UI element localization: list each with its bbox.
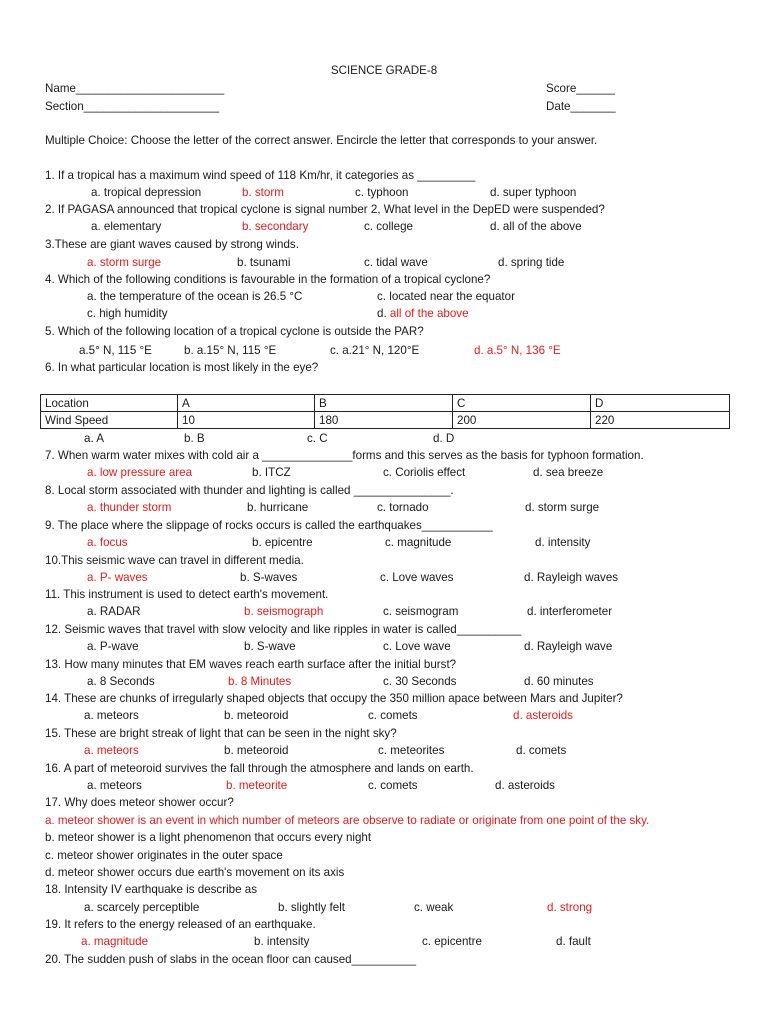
q6-option-c[interactable]: c. C bbox=[307, 432, 328, 445]
q19-option-c[interactable]: c. epicentre bbox=[422, 935, 482, 948]
instructions: Multiple Choice: Choose the letter of the correct answer. Encircle the letter that corresponds to your answer. bbox=[45, 134, 598, 147]
question-11: 11. This instrument is used to detect earth's movement. bbox=[45, 588, 329, 601]
q4-option-d-prefix: d. bbox=[377, 307, 390, 320]
q3-option-a[interactable]: a. storm surge bbox=[87, 256, 162, 269]
q5-option-b[interactable]: b. a.15° N, 115 °E bbox=[184, 344, 277, 357]
q12-option-c[interactable]: c. Love wave bbox=[383, 640, 451, 653]
score-field[interactable]: Score______ bbox=[546, 82, 615, 95]
q3-option-c[interactable]: c. tidal wave bbox=[364, 256, 428, 269]
table-cell: 10 bbox=[178, 412, 315, 429]
q2-option-d[interactable]: d. all of the above bbox=[490, 220, 582, 233]
question-14: 14. These are chunks of irregularly shaped objects that occupy the 350 million apace between Mars and Jupiter? bbox=[45, 692, 623, 705]
q2-option-b[interactable]: b. secondary bbox=[242, 220, 309, 233]
q15-option-a[interactable]: a. meteors bbox=[84, 744, 139, 757]
location-table bbox=[40, 394, 730, 429]
question-15: 15. These are bright streak of light that can be seen in the night sky? bbox=[45, 727, 397, 740]
question-5: 5. Which of the following location of a tropical cyclone is outside the PAR? bbox=[45, 325, 424, 338]
q10-option-b[interactable]: b. S-waves bbox=[240, 571, 298, 584]
q5-option-d[interactable]: d. a.5° N, 136 °E bbox=[474, 344, 561, 357]
q13-option-a[interactable]: a. 8 Seconds bbox=[87, 675, 155, 688]
q8-option-d[interactable]: d. storm surge bbox=[525, 501, 600, 514]
q17-option-b[interactable]: b. meteor shower is a light phenomenon that occurs every night bbox=[45, 831, 372, 844]
q4-option-d-text: all of the above bbox=[389, 307, 469, 320]
q6-option-a[interactable]: a. A bbox=[84, 432, 104, 445]
q11-option-a[interactable]: a. RADAR bbox=[87, 605, 141, 618]
q8-option-c[interactable]: c. tornado bbox=[377, 501, 429, 514]
table-cell: 180 bbox=[315, 412, 453, 429]
q16-option-b[interactable]: b. meteorite bbox=[226, 779, 288, 792]
table-cell: Wind Speed bbox=[41, 412, 178, 429]
q19-option-a[interactable]: a. magnitude bbox=[81, 935, 149, 948]
q12-option-b[interactable]: b. S-wave bbox=[244, 640, 296, 653]
q18-option-a[interactable]: a. scarcely perceptible bbox=[84, 901, 200, 914]
question-8: 8. Local storm associated with thunder and lighting is called _______________. bbox=[45, 484, 454, 497]
question-18: 18. Intensity IV earthquake is describe as bbox=[45, 883, 258, 896]
page-title: SCIENCE GRADE-8 bbox=[330, 64, 438, 77]
q4-option-b[interactable]: c. high humidity bbox=[87, 307, 168, 320]
q13-option-d[interactable]: d. 60 minutes bbox=[524, 675, 594, 688]
question-13: 13. How many minutes that EM waves reach earth surface after the initial burst? bbox=[45, 658, 457, 671]
q3-option-d[interactable]: d. spring tide bbox=[498, 256, 565, 269]
q19-option-b[interactable]: b. intensity bbox=[254, 935, 310, 948]
q12-option-a[interactable]: a. P-wave bbox=[87, 640, 139, 653]
q8-option-b[interactable]: b. hurricane bbox=[247, 501, 309, 514]
q9-option-d[interactable]: d. intensity bbox=[535, 536, 591, 549]
q11-option-d[interactable]: d. interferometer bbox=[527, 605, 613, 618]
question-17: 17. Why does meteor shower occur? bbox=[45, 796, 234, 809]
q4-option-d[interactable] bbox=[377, 307, 469, 321]
q15-option-b[interactable]: b. meteoroid bbox=[224, 744, 289, 757]
question-1: 1. If a tropical has a maximum wind speed of 118 Km/hr, it categories as _________ bbox=[45, 169, 476, 182]
q17-option-c[interactable]: c. meteor shower originates in the outer space bbox=[45, 849, 283, 862]
question-16: 16. A part of meteoroid survives the fall through the atmosphere and lands on earth. bbox=[45, 762, 474, 775]
q1-option-c[interactable]: c. typhoon bbox=[355, 186, 409, 199]
question-3: 3.These are giant waves caused by strong winds. bbox=[45, 238, 299, 251]
section-field[interactable]: Section_____________________ bbox=[45, 100, 220, 113]
question-12: 12. Seismic waves that travel with slow velocity and like ripples in water is called__________ bbox=[45, 623, 522, 636]
q5-option-a[interactable]: a.5° N, 115 °E bbox=[79, 344, 152, 357]
q7-option-b[interactable]: b. ITCZ bbox=[252, 466, 291, 479]
q16-option-a[interactable]: a. meteors bbox=[87, 779, 142, 792]
q9-option-a[interactable]: a. focus bbox=[87, 536, 128, 549]
q6-option-b[interactable]: b. B bbox=[184, 432, 205, 445]
question-7: 7. When warm water mixes with cold air a ______________forms and this serves as the basis for typhoon formation. bbox=[45, 449, 644, 462]
q5-option-c[interactable]: c. a.21° N, 120°E bbox=[330, 344, 420, 357]
q4-option-a[interactable]: a. the temperature of the ocean is 26.5 °C bbox=[87, 290, 303, 303]
q13-option-b[interactable]: b. 8 Minutes bbox=[228, 675, 292, 688]
table-cell: Location bbox=[41, 395, 178, 412]
q10-option-c[interactable]: c. Love waves bbox=[380, 571, 454, 584]
q10-option-d[interactable]: d. Rayleigh waves bbox=[524, 571, 619, 584]
q8-option-a[interactable]: a. thunder storm bbox=[87, 501, 172, 514]
q1-option-b[interactable]: b. storm bbox=[242, 186, 284, 199]
table-cell: D bbox=[591, 395, 730, 412]
q14-option-b[interactable]: b. meteoroid bbox=[224, 709, 289, 722]
q7-option-d[interactable]: d. sea breeze bbox=[533, 466, 604, 479]
question-10: 10.This seismic wave can travel in different media. bbox=[45, 554, 304, 567]
q9-option-b[interactable]: b. epicentre bbox=[252, 536, 313, 549]
date-field[interactable]: Date_______ bbox=[546, 100, 616, 113]
question-6: 6. In what particular location is most likely in the eye? bbox=[45, 361, 319, 374]
q15-option-c[interactable]: c. meteorites bbox=[378, 744, 445, 757]
table-header-row bbox=[41, 395, 730, 412]
question-4: 4. Which of the following conditions is favourable in the formation of a tropical cyclone? bbox=[45, 273, 491, 286]
q4-option-c[interactable]: c. located near the equator bbox=[377, 290, 515, 303]
q11-option-b[interactable]: b. seismograph bbox=[244, 605, 324, 618]
q16-option-c[interactable]: c. comets bbox=[368, 779, 418, 792]
question-20: 20. The sudden push of slabs in the ocean floor can caused__________ bbox=[45, 953, 417, 966]
name-field[interactable]: Name_______________________ bbox=[45, 82, 225, 95]
table-cell: C bbox=[453, 395, 591, 412]
q1-option-a[interactable]: a. tropical depression bbox=[91, 186, 202, 199]
q14-option-d[interactable]: d. asteroids bbox=[513, 709, 573, 722]
table-cell: A bbox=[178, 395, 315, 412]
q17-option-a[interactable]: a. meteor shower is an event in which number of meteors are observe to radiate or originate from one point of the sky. bbox=[45, 814, 650, 827]
q14-option-a[interactable]: a. meteors bbox=[84, 709, 139, 722]
q6-option-d[interactable]: d. D bbox=[433, 432, 455, 445]
q2-option-c[interactable]: c. college bbox=[364, 220, 413, 233]
table-cell: 200 bbox=[453, 412, 591, 429]
q7-option-c[interactable]: c. Coriolis effect bbox=[383, 466, 466, 479]
q3-option-b[interactable]: b. tsunami bbox=[237, 256, 291, 269]
q19-option-d[interactable]: d. fault bbox=[556, 935, 591, 948]
table-row bbox=[41, 412, 730, 429]
q12-option-d[interactable]: d. Rayleigh wave bbox=[524, 640, 613, 653]
q18-option-c[interactable]: c. weak bbox=[414, 901, 454, 914]
q18-option-b[interactable]: b. slightly felt bbox=[278, 901, 346, 914]
q15-option-d[interactable]: d. comets bbox=[516, 744, 567, 757]
q17-option-d[interactable]: d. meteor shower occurs due earth's movement on its axis bbox=[45, 866, 345, 879]
q2-option-a[interactable]: a. elementary bbox=[91, 220, 162, 233]
q16-option-d[interactable]: d. asteroids bbox=[495, 779, 555, 792]
q11-option-c[interactable]: c. seismogram bbox=[383, 605, 459, 618]
q18-option-d[interactable]: d. strong bbox=[547, 901, 593, 914]
table-cell: 220 bbox=[591, 412, 730, 429]
q13-option-c[interactable]: c. 30 Seconds bbox=[383, 675, 457, 688]
q10-option-a[interactable]: a. P- waves bbox=[87, 571, 148, 584]
question-9: 9. The place where the slippage of rocks occurs is called the earthquakes___________ bbox=[45, 519, 493, 532]
q7-option-a[interactable]: a. low pressure area bbox=[87, 466, 193, 479]
question-2: 2. If PAGASA announced that tropical cyclone is signal number 2, What level in the DepED were suspended? bbox=[45, 203, 605, 216]
question-19: 19. It refers to the energy released of an earthquake. bbox=[45, 918, 316, 931]
q14-option-c[interactable]: c. comets bbox=[368, 709, 418, 722]
q9-option-c[interactable]: c. magnitude bbox=[385, 536, 452, 549]
q1-option-d[interactable]: d. super typhoon bbox=[490, 186, 577, 199]
table-cell: B bbox=[315, 395, 453, 412]
